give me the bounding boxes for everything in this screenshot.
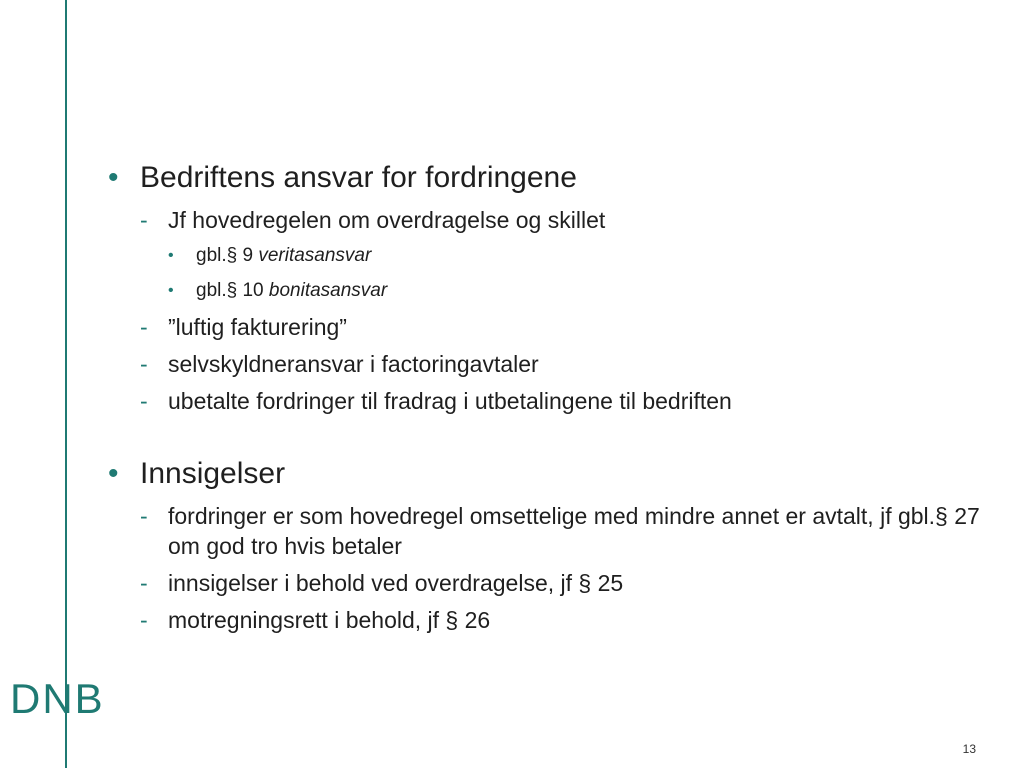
bullet-level1-innsigelser <box>108 454 988 494</box>
section-spacer <box>108 416 988 454</box>
bullet-text: fordringer er som hovedregel omsettelige med mindre annet er avtalt, jf gbl.§ 27 om god tro hvis betaler <box>168 503 980 559</box>
page-number: 13 <box>962 742 976 756</box>
bullet-level3-veritas <box>168 242 988 270</box>
bullet-icon: • <box>168 282 174 299</box>
slide-content <box>108 158 988 635</box>
bullet-text-emphasis: bonitasansvar <box>268 280 388 301</box>
bullet-text: Bedriftens ansvar for fordringene <box>140 161 577 194</box>
bullet-text: ”luftig fakturering” <box>168 314 347 340</box>
dash-icon: - <box>140 351 148 377</box>
dash-icon: - <box>140 388 148 414</box>
dash-icon: - <box>140 570 148 596</box>
bullet-icon: • <box>108 457 119 490</box>
vertical-accent-line <box>65 0 67 768</box>
bullet-text: innsigelser i behold ved overdragelse, jf § 25 <box>168 570 624 596</box>
bullet-icon: • <box>108 161 119 194</box>
dnb-logo: DNB <box>10 675 105 722</box>
bullet-level3-bonitas <box>168 277 988 305</box>
bullet-text: ubetalte fordringer til fradrag i utbetalingene til bedriften <box>168 388 732 414</box>
bullet-level2-ubetalte <box>140 386 988 416</box>
bullet-level1-ansvar <box>108 158 988 198</box>
bullet-text-emphasis: veritasansvar <box>258 245 372 266</box>
bullet-level2-selvskyldner <box>140 349 988 379</box>
bullet-text: Jf hovedregelen om overdragelse og skillet <box>168 207 606 233</box>
dash-icon: - <box>140 207 148 233</box>
dash-icon: - <box>140 314 148 340</box>
dash-icon: - <box>140 607 148 633</box>
bullet-level2-hovedregel <box>140 205 988 235</box>
bullet-level2-motregning <box>140 605 988 635</box>
dash-icon: - <box>140 503 148 529</box>
bullet-icon: • <box>168 247 174 264</box>
bullet-level2-omsettelige <box>140 501 988 561</box>
bullet-level2-luftig <box>140 312 988 342</box>
bullet-text-prefix: gbl.§ 9 <box>196 245 259 266</box>
bullet-text: selvskyldneransvar i factoringavtaler <box>168 351 539 377</box>
bullet-text: Innsigelser <box>140 457 286 490</box>
bullet-text: motregningsrett i behold, jf § 26 <box>168 607 491 633</box>
bullet-text-prefix: gbl.§ 10 <box>196 280 269 301</box>
bullet-level2-behold <box>140 568 988 598</box>
